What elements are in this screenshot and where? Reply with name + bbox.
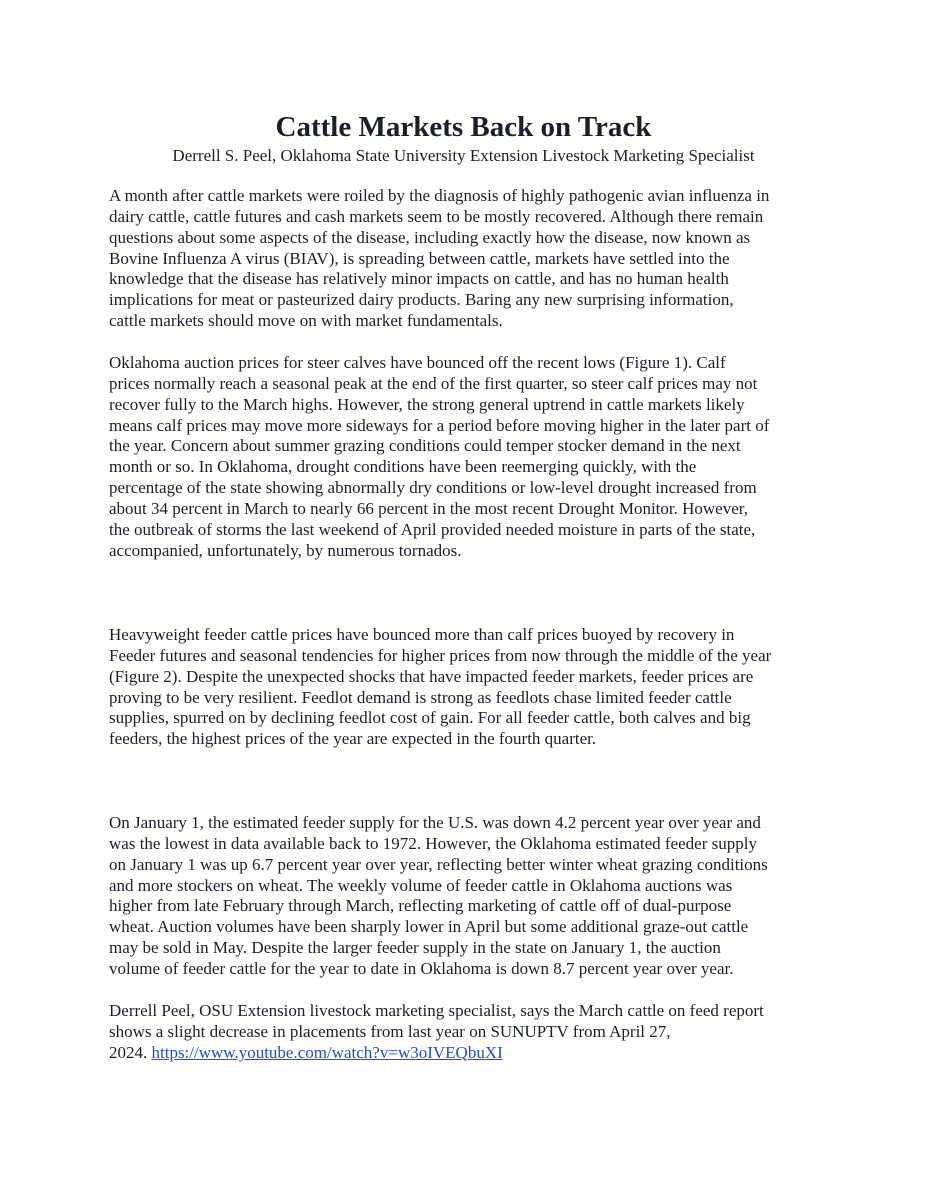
text-line: Bovine Influenza A virus (BIAV), is spreading between cattle, markets have settled into the xyxy=(109,248,730,268)
text-line: month or so. In Oklahoma, drought conditions have been reemerging quickly, with the xyxy=(109,457,697,477)
text-line: may be sold in May. Despite the larger feeder supply in the state on January 1, the auction xyxy=(109,938,721,958)
text-line: higher from late February through March, reflecting marketing of cattle off of dual-purpose xyxy=(109,896,732,916)
text-line: recover fully to the March highs. However, the strong general uptrend in cattle markets likely xyxy=(109,394,745,414)
text-line: volume of feeder cattle for the year to date in Oklahoma is down 8.7 percent year over year. xyxy=(109,958,734,978)
paragraph-closing xyxy=(109,1001,821,1064)
text-line: percentage of the state showing abnormally dry conditions or low-level drought increased from xyxy=(109,478,757,498)
text-line: A month after cattle markets were roiled by the diagnosis of highly pathogenic avian influenza in xyxy=(109,186,770,205)
text-line: shows a slight decrease in placements from last year on SUNUPTV from April 27, xyxy=(109,1021,671,1041)
text-line: the outbreak of storms the last weekend of April provided needed moisture in parts of the state, xyxy=(109,519,756,539)
byline: Derrell S. Peel, Oklahoma State University Extension Livestock Marketing Specialist xyxy=(172,146,755,165)
text-line: feeders, the highest prices of the year are expected in the fourth quarter. xyxy=(109,729,597,749)
text-line: Derrell Peel, OSU Extension livestock marketing specialist, says the March cattle on feed report xyxy=(109,1001,764,1020)
text-line: knowledge that the disease has relatively minor impacts on cattle, and has no human health xyxy=(109,269,729,289)
text-line: Heavyweight feeder cattle prices have bounced more than calf prices buoyed by recovery in xyxy=(109,625,735,644)
paragraph-steer-calves xyxy=(109,353,821,561)
page-title: Cattle Markets Back on Track xyxy=(275,111,652,143)
text-line: proving to be very resilient. Feedlot demand is strong as feedlots chase limited feeder cattle xyxy=(109,687,732,707)
text-line: was the lowest in data available back to 1972. However, the Oklahoma estimated feeder supply xyxy=(109,833,757,853)
text-line: Feeder futures and seasonal tendencies for higher prices from now through the middle of the year xyxy=(109,645,772,665)
date-text: 2024. xyxy=(109,1042,152,1062)
text-line: implications for meat or pasteurized dairy products. Baring any new surprising information, xyxy=(109,290,734,310)
text-line: supplies, spurred on by declining feedlot cost of gain. For all feeder cattle, both calves and big xyxy=(109,708,751,728)
text-line: questions about some aspects of the disease, including exactly how the disease, now known as xyxy=(109,227,751,247)
text-line: dairy cattle, cattle futures and cash markets seem to be mostly recovered. Although there remain xyxy=(109,206,764,226)
text-line: means calf prices may move more sideways for a period before moving higher in the later part of xyxy=(109,415,770,435)
paragraph-intro xyxy=(109,186,821,332)
text-line: and more stockers on wheat. The weekly volume of feeder cattle in Oklahoma auctions was xyxy=(109,875,733,895)
text-line: cattle markets should move on with market fundamentals. xyxy=(109,311,503,331)
youtube-video-link[interactable]: https://www.youtube.com/watch?v=w3oIVEQbuXI xyxy=(151,1042,503,1062)
text-line: on January 1 was up 6.7 percent year over year, reflecting better winter wheat grazing conditions xyxy=(109,854,768,874)
text-line: Oklahoma auction prices for steer calves have bounced off the recent lows (Figure 1). Calf xyxy=(109,353,726,372)
text-line: (Figure 2). Despite the unexpected shocks that have impacted feeder markets, feeder prices are xyxy=(109,666,754,686)
paragraph-heavyweight-feeders xyxy=(109,625,821,750)
text-line: the year. Concern about summer grazing conditions could temper stocker demand in the next xyxy=(109,436,741,456)
text-line-with-link xyxy=(109,1043,821,1064)
text-line: about 34 percent in March to nearly 66 percent in the most recent Drought Monitor. However, xyxy=(109,498,748,518)
text-line: wheat. Auction volumes have been sharply lower in April but some additional graze-out cattle xyxy=(109,917,749,937)
text-line: On January 1, the estimated feeder supply for the U.S. was down 4.2 percent year over year and xyxy=(109,813,761,832)
text-line: accompanied, unfortunately, by numerous tornados. xyxy=(109,540,462,560)
paragraph-feeder-supply xyxy=(109,813,821,980)
text-line: prices normally reach a seasonal peak at the end of the first quarter, so steer calf prices may not xyxy=(109,373,758,393)
